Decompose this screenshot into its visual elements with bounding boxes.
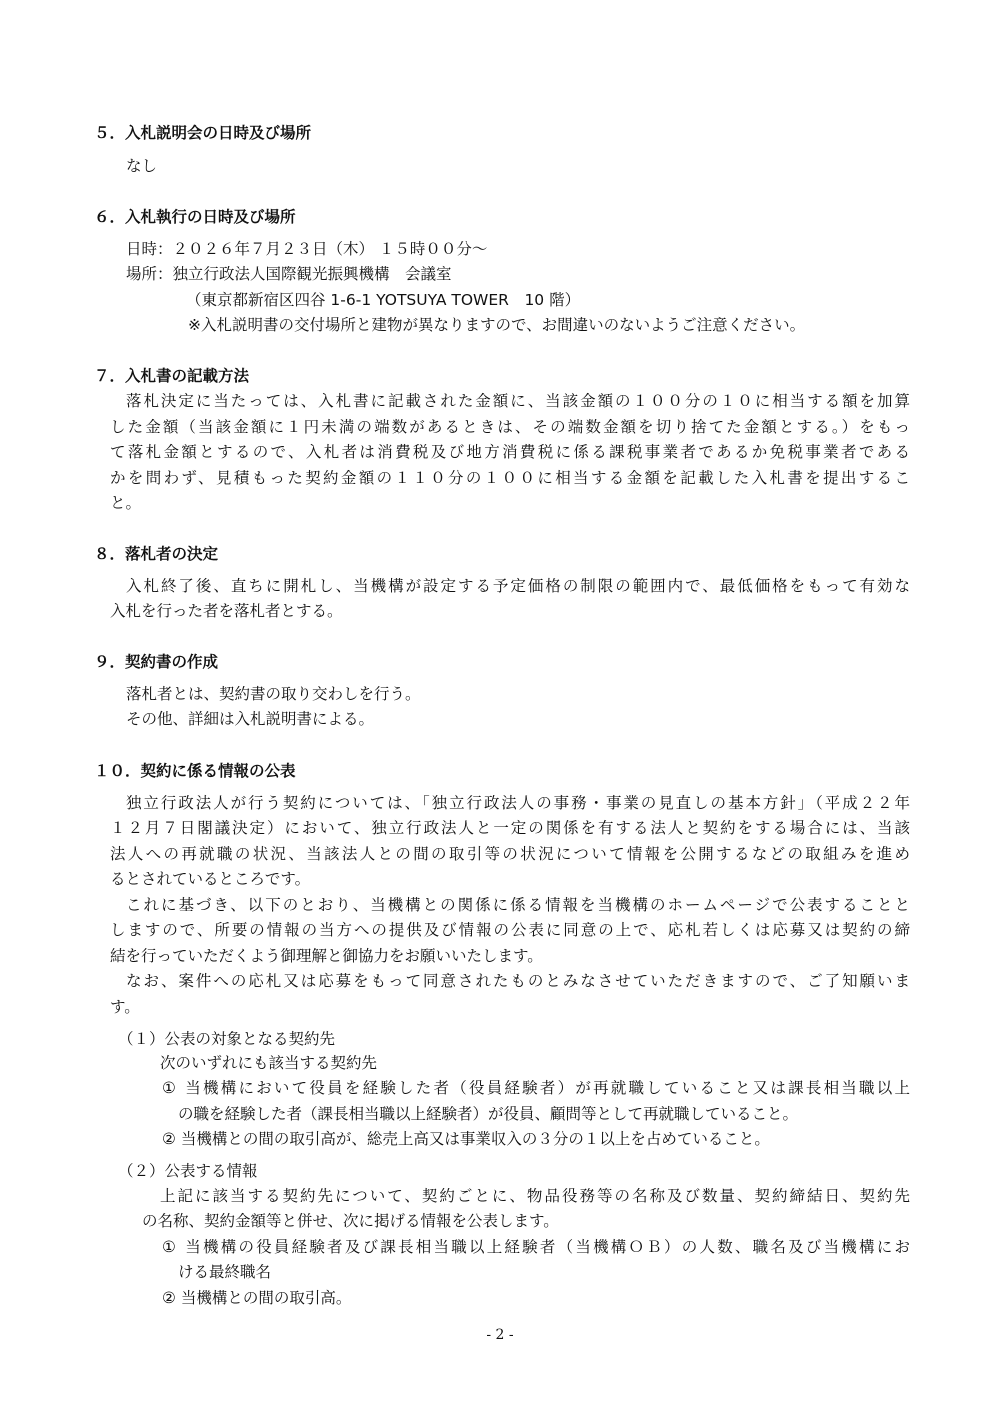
section-10-para1-line: るとされているところです。 <box>110 870 311 888</box>
section-6-heading: ６．入札執行の日時及び場所 <box>94 208 296 226</box>
section-6-place: 場所：独立行政法人国際観光振興機構 会議室 <box>126 265 452 283</box>
section-9-heading: ９．契約書の作成 <box>94 653 219 671</box>
subsection-2-item1-line: ① 当機構の役員経験者及び課長相当職以上経験者（当機構ＯＢ）の人数、職名及び当機構にお <box>162 1238 910 1256</box>
section-8-line: 入札を行った者を落札者とする。 <box>110 602 343 620</box>
section-10-para2-line: 結を行っていただくよう御理解と御協力をお願いいたします。 <box>110 947 543 965</box>
subsection-1-heading: （１）公表の対象となる契約先 <box>118 1030 336 1048</box>
section-5-heading: ５．入札説明会の日時及び場所 <box>94 124 312 142</box>
subsection-1-item2: ② 当機構との間の取引高が、総売上高又は事業収入の３分の１以上を占めていること。 <box>162 1130 770 1148</box>
section-7-line: 落札決定に当たっては、入札書に記載された金額に、当該金額の１００分の１０に相当する額を加算 <box>126 392 910 410</box>
page-number: - 2 - <box>486 1327 514 1343</box>
section-10-para1-line: 独立行政法人が行う契約については、「独立行政法人の事務・事業の見直しの基本方針」（平成２２年 <box>126 794 910 812</box>
section-7-line: した金額（当該金額に１円未満の端数があるときは、その端数金額を切り捨てた金額とする。）をもっ <box>110 418 910 436</box>
section-10-para1-line: 法人への再就職の状況、当該法人との間の取引等の状況について情報を公開するなどの取組みを進め <box>110 845 910 863</box>
subsection-1-item1-line: ① 当機構において役員を経験した者（役員経験者）が再就職していること又は課長相当職以上 <box>162 1079 910 1097</box>
section-10-para2-line: しますので、所要の情報の当方への提供及び情報の公表に同意の上で、応札若しくは応募又は契約の締 <box>110 921 910 939</box>
section-10-heading: １０．契約に係る情報の公表 <box>94 762 296 780</box>
section-7-heading: ７．入札書の記載方法 <box>94 367 250 385</box>
subsection-2-heading: （２）公表する情報 <box>118 1162 258 1180</box>
subsection-2-item2: ② 当機構との間の取引高。 <box>162 1289 352 1307</box>
section-5-body: なし <box>126 157 158 175</box>
section-8-heading: ８．落札者の決定 <box>94 545 219 563</box>
section-6-note: ※入札説明書の交付場所と建物が異なりますので、お間違いのないようご注意ください。 <box>188 316 806 334</box>
subsection-1-item1-line: の職を経験した者（課長相当職以上経験者）が役員、顧問等として再就職していること。 <box>178 1105 799 1123</box>
section-7-line: て落札金額とするので、入札者は消費税及び地方消費税に係る課税事業者であるか免税事業者である <box>110 443 910 461</box>
section-10-para3-line: なお、案件への応札又は応募をもって同意されたものとみなさせていただきますので、ご了知願いま <box>126 972 910 990</box>
section-9-line: その他、詳細は入札説明書による。 <box>126 710 375 728</box>
subsection-2-intro-line: 上記に該当する契約先について、契約ごとに、物品役務等の名称及び数量、契約締結日、契約先 <box>160 1187 910 1205</box>
section-10-para2-line: これに基づき、以下のとおり、当機構との関係に係る情報を当機構のホームページで公表することと <box>126 896 910 914</box>
section-9-line: 落札者とは、契約書の取り交わしを行う。 <box>126 685 421 703</box>
section-6-datetime: 日時：２０２６年７月２３日（木） １５時００分～ <box>126 240 488 258</box>
section-10-para3-line: す。 <box>110 998 140 1016</box>
subsection-1-intro: 次のいずれにも該当する契約先 <box>160 1054 378 1072</box>
subsection-2-intro-line: の名称、契約金額等と併せ、次に掲げる情報を公表します。 <box>142 1212 559 1230</box>
section-8-line: 入札終了後、直ちに開札し、当機構が設定する予定価格の制限の範囲内で、最低価格をもって有効な <box>126 577 910 595</box>
subsection-2-item1-line: ける最終職名 <box>178 1263 272 1281</box>
section-6-address: （東京都新宿区四谷 1-6-1 YOTSUYA TOWER 10 階） <box>186 291 581 309</box>
section-7-line: と。 <box>110 494 142 512</box>
section-10-para1-line: １２月７日閣議決定）において、独立行政法人と一定の関係を有する法人と契約をする場合には、当該 <box>110 819 910 837</box>
section-7-line: かを問わず、見積もった契約金額の１１０分の１００に相当する金額を記載した入札書を提出するこ <box>110 469 910 487</box>
